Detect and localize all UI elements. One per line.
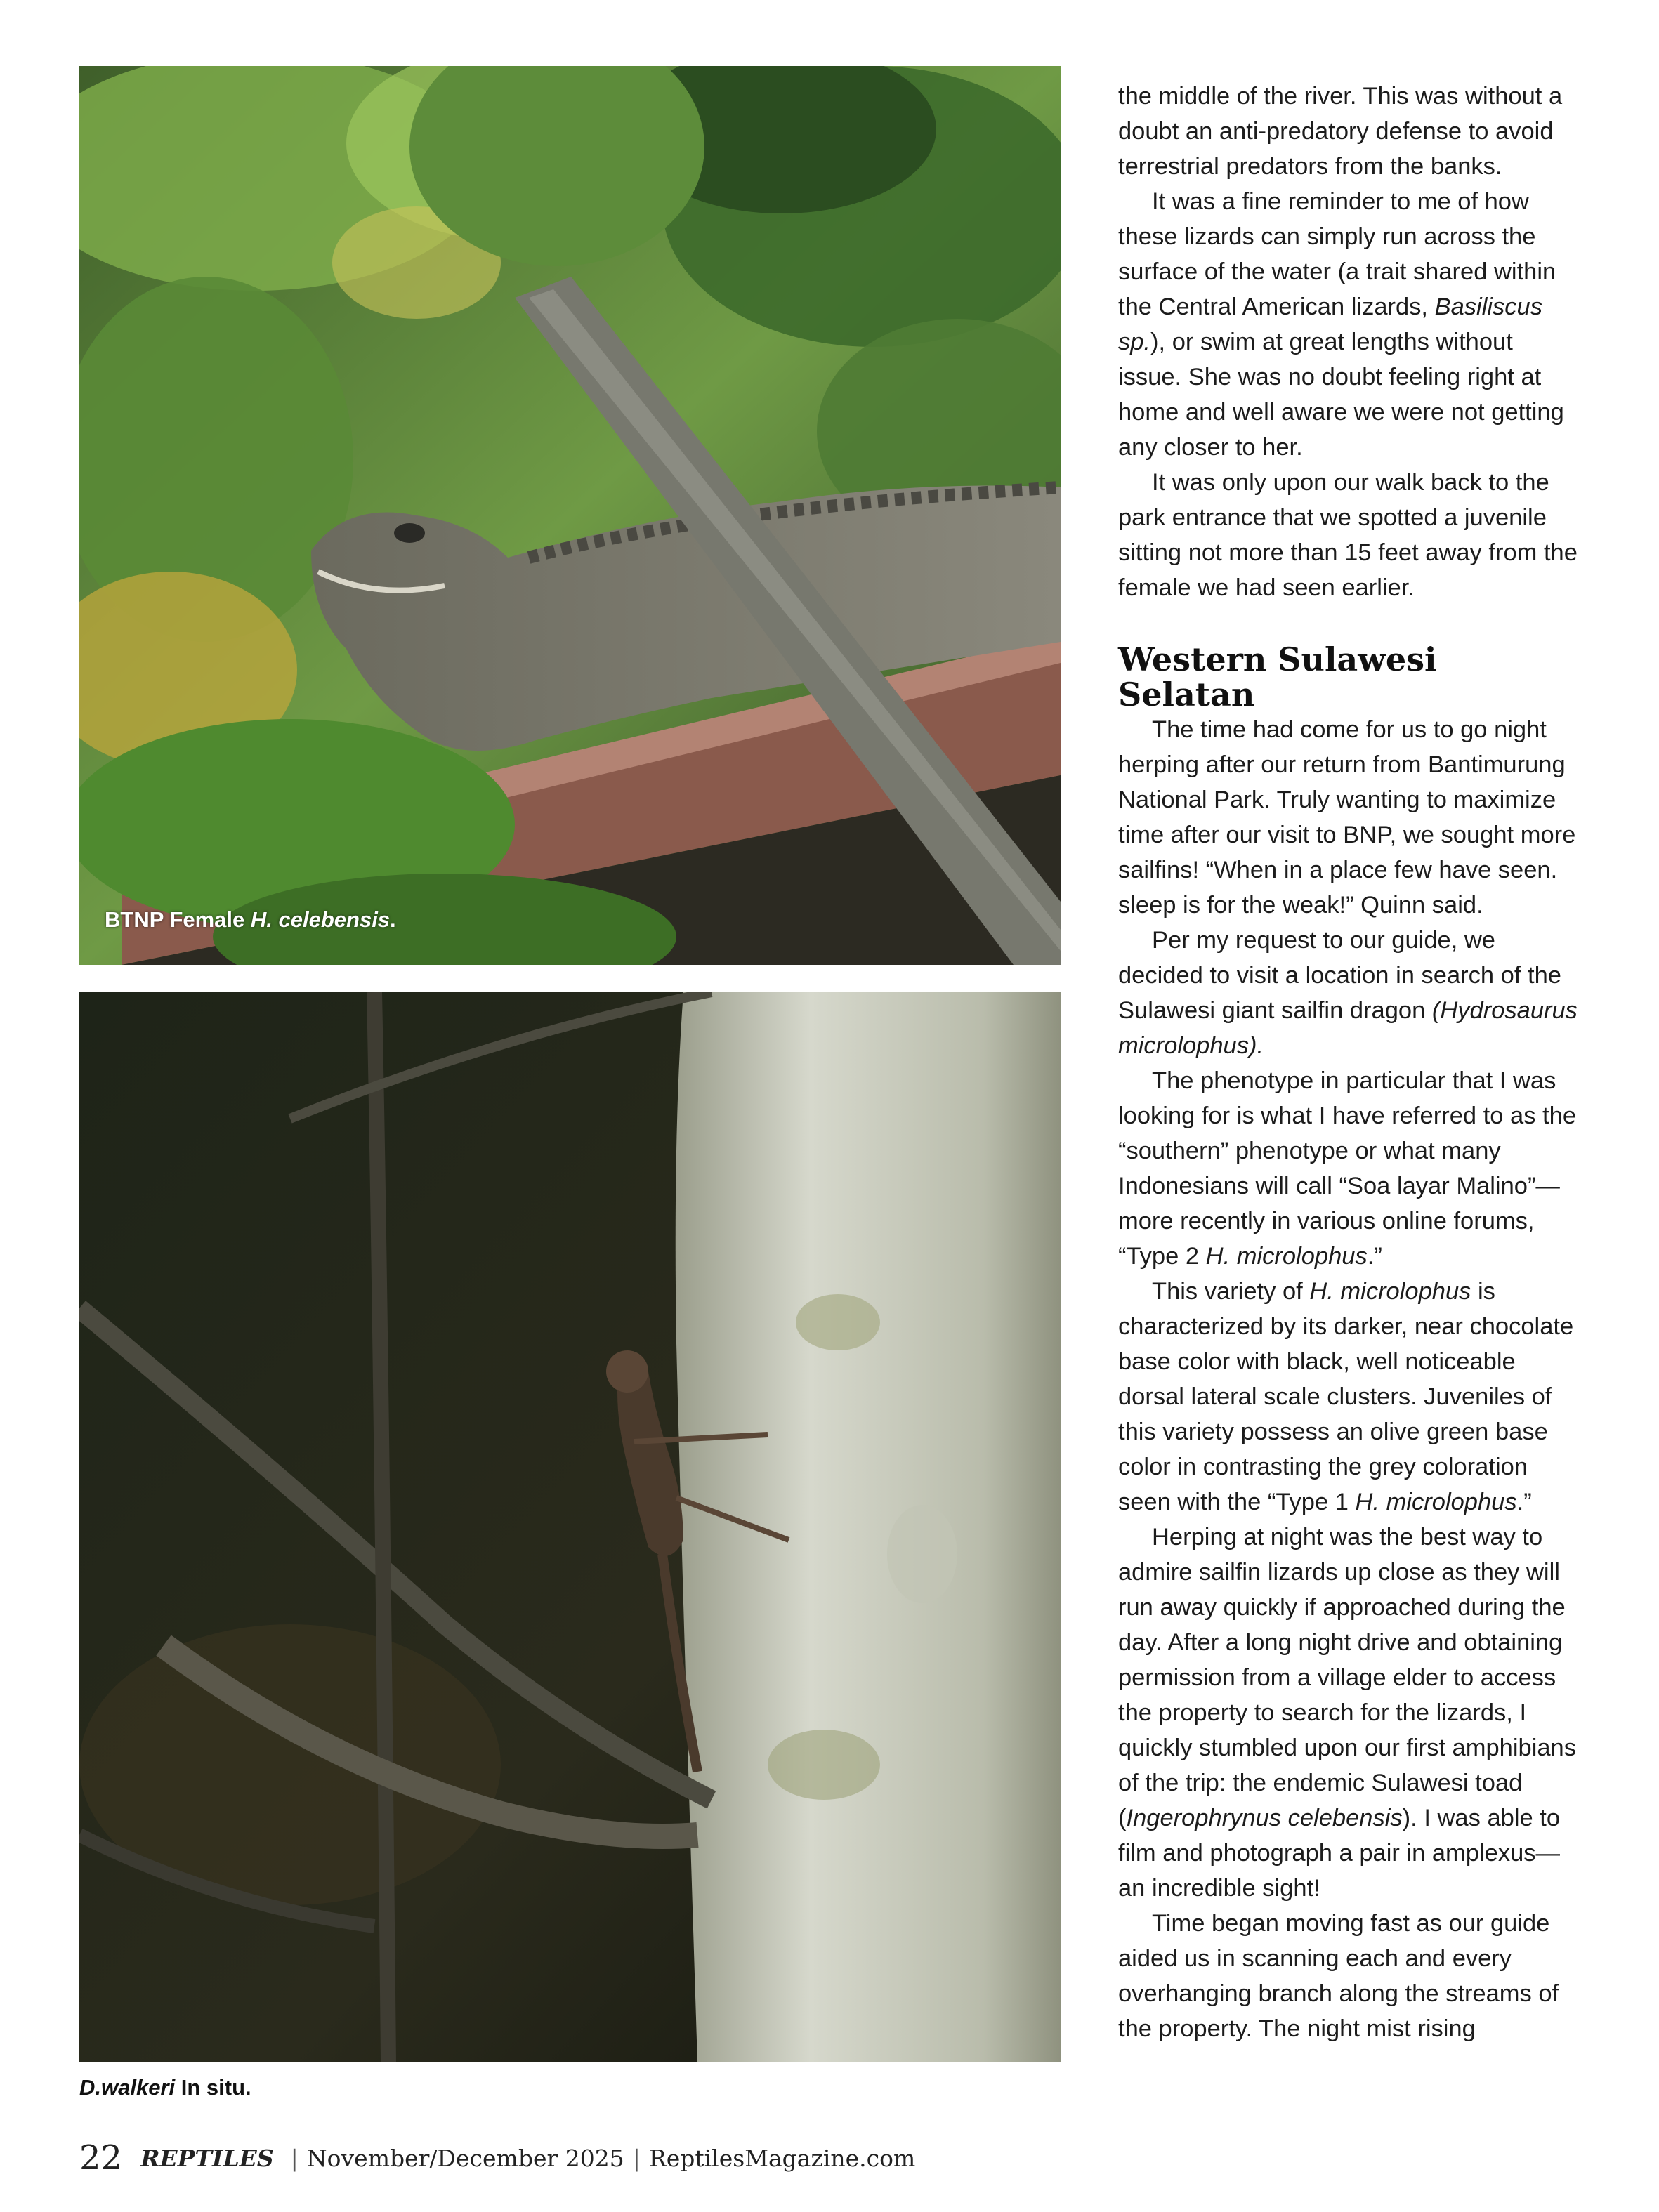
crested-lizard-on-roof-photo [79, 66, 1061, 965]
magazine-name: REPTILES [140, 2145, 274, 2172]
page-number: 22 [79, 2138, 123, 2178]
paragraph: Time began moving fast as our guide aided us in scanning each and every overhanging branch along the streams of the property. The night mist rising [1118, 1910, 1559, 2042]
separator: | [290, 2145, 299, 2172]
issue-date: November/December 2025 [306, 2145, 624, 2172]
paragraph: The time had come for us to go night herping after our return from Bantimurung National Park. Truly wanting to maximize time after our visit to BNP, we sought more sailfins! “When in a place few have seen. sleep is for the weak!” Quinn said. [1118, 716, 1576, 919]
paragraph: It was a fine reminder to me of how these lizards can simply run across the surface of the water (a trait shared within the Central American lizards, Basiliscus sp.), or swim at great lengths without issue. She was no doubt feeling right at home and well aware we were not getting any closer to her. [1118, 188, 1564, 461]
paragraph: The phenotype in particular that I was looking for is what I have referred to as the “southern” phenotype or what many Indonesians will call “Soa layar Malino”— more recently in various online forums, “Type 2 H. microlophus.” [1118, 1067, 1577, 1270]
photo-caption: D.walkeri In situ. [79, 2075, 251, 2100]
photo-illustration [79, 992, 1061, 2062]
paragraph: the middle of the river. This was without a doubt an anti-predatory defense to avoid terrestrial predators from the banks. [1118, 83, 1563, 180]
article-column [1118, 79, 1582, 2046]
section-heading: Western Sulawesi Selatan [1118, 640, 1437, 713]
paragraph: It was only upon our walk back to the park entrance that we spotted a juvenile sitting not more than 15 feet away from the female we had seen earlier. [1118, 469, 1578, 601]
photo-illustration [79, 66, 1061, 965]
paragraph: Per my request to our guide, we decided to visit a location in search of the Sulawesi giant sailfin dragon (Hydrosaurus microlophus). [1118, 927, 1578, 1059]
page-footer [79, 2138, 915, 2178]
photo-caption: BTNP Female H. celebensis. [105, 907, 396, 932]
paragraph: Herping at night was the best way to admire sailfin lizards up close as they will run away quickly if approached during the day. After a long night drive and obtaining permission from a village elder to access the property to search for the lizards, I quickly stumbled upon our first amphibians of the trip: the endemic Sulawesi toad (Ingerophrynus celebensis). I was able to film and photograph a pair in amplexus— an incredible sight! [1118, 1524, 1576, 1902]
flying-lizard-on-tree-photo [79, 992, 1061, 2062]
website-link[interactable]: ReptilesMagazine.com [648, 2145, 916, 2172]
paragraph: This variety of H. microlophus is characterized by its darker, near chocolate base color with black, well noticeable dorsal lateral scale clusters. Juveniles of this variety possess an olive green base color in contrasting the grey coloration seen with the “Type 1 H. microlophus.” [1118, 1278, 1574, 1515]
separator: | [632, 2145, 641, 2172]
